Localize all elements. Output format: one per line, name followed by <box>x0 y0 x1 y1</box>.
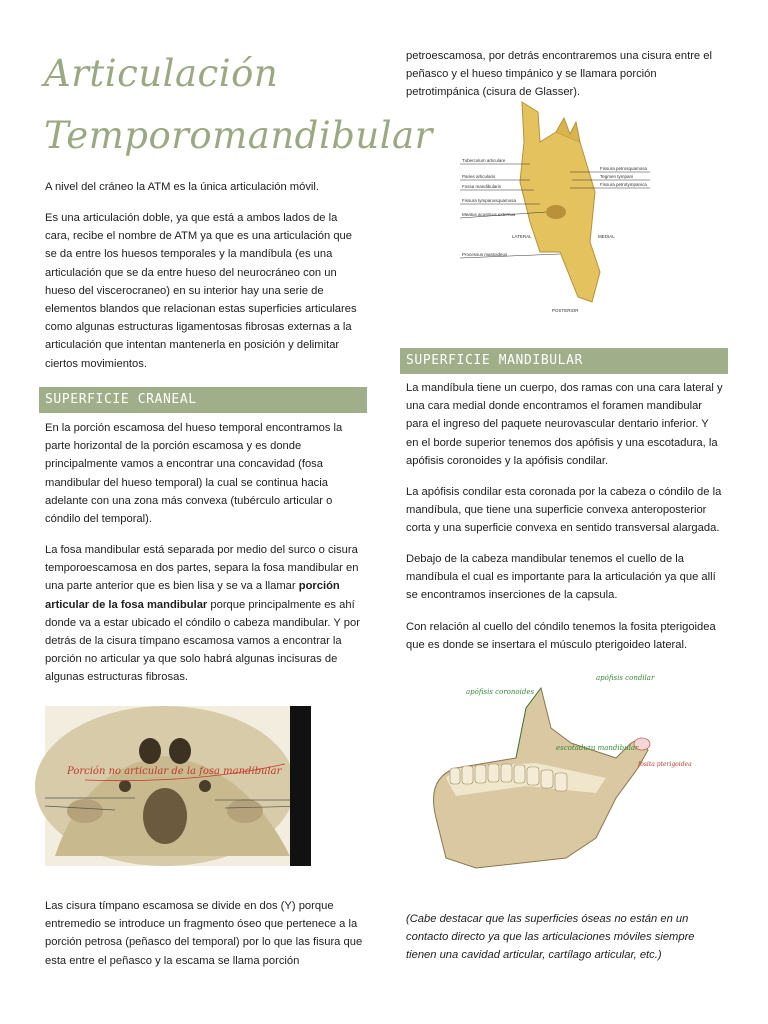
mandible-figure <box>416 668 692 878</box>
craneal-paragraph-2 <box>45 541 363 687</box>
craneal-paragraph-3: Las cisura tímpano escamosa se divide en dos (Y) porque entremedio se introduce un fragmento óseo que pertenece a la porción petrosa (peñasco del temporal) por lo que las fisura que esta entre el peñasco y la escama se llama porción <box>45 900 363 967</box>
superficie-mandibular-heading: SUPERFICIE MANDIBULAR <box>400 348 728 374</box>
mandible-handwritten-4: fosita pterigoidea <box>638 761 692 768</box>
skull-handwritten-label: Porción no articular de la fosa mandibular <box>67 766 282 777</box>
mandible-handwritten-2: apófisis condilar <box>596 674 655 682</box>
craneal-p2-text-b: porque principalmente es ahí donde va a estar ubicado el cóndilo o cabeza mandibular. Y por detrás de la cisura tímpano escamosa vamos a encontrar la porción no articular ya que solo habrá algunas incisuras de algunas estructuras fibrosas. <box>45 598 360 684</box>
label-tegmen: Tegmen tympani <box>600 174 634 179</box>
mandibular-paragraph-1: La mandíbula tiene un cuerpo, dos ramas con una cara lateral y una cara medial donde encontramos el foramen mandibular para el ingreso del paquete neurovascular dentario inferior. Y en el borde superior tenemos dos apófisis y una escotadura, la apófisis coronoides y la apófisis condilar. <box>406 382 723 467</box>
mandibular-paragraph-3: Debajo de la cabeza mandibular tenemos el cuello de la mandíbula el cual es importante para la articulación ya que allí se encontramos inserciones de la capsula. <box>406 553 716 602</box>
label-fossa: Fossa mandibularis <box>462 184 502 189</box>
skull-base-figure <box>45 706 311 866</box>
mandible-handwritten-1: apófisis coronoides <box>466 688 535 696</box>
mandible-handwritten-3: escotadura mandibular <box>556 744 639 752</box>
column-2-continuation: petroescamosa, por detrás encontraremos una cisura entre el peñasco y el hueso timpánico y se llamara porción petrotimpánica (cisura de Glasser). <box>406 50 712 99</box>
label-posterior: POSTERIOR <box>552 308 579 313</box>
label-fissura-petrosquamosa: Fissura petrosquamosa <box>600 166 648 171</box>
intro-paragraph-2: Es una articulación doble, ya que está a ambos lados de la cara, recibe el nombre de ATM ya que es una articulación que se da entre los huesos temporales y la mandíbula (es una articulación que se da entre hueso del neurocráneo con un hueso del viscerocraneo) en su interior hay una serie de elementos blandos que relacionan estas superficies articulares como algunas estructuras ligamentosas fibrosas externas a la articulación que intentan mantenerla en posición y delimitar ciertos movimientos. <box>45 212 357 370</box>
craneal-p2-text-a: La fosa mandibular está separada por medio del surco o cisura temporoescamosa en dos partes, separa la fosa mandibular en una parte anterior que es bien lisa y se va a llamar <box>45 544 359 593</box>
label-fissura-tympanosquamosa: Fissura tympanosquamosa <box>462 198 517 203</box>
label-medial: MEDIAL <box>598 234 615 239</box>
label-lateral: LATERAL <box>512 234 532 239</box>
mandibular-paragraph-2: La apófisis condilar esta coronada por la cabeza o cóndilo de la mandíbula, que tiene una superficie convexa anteroposterior corta y una superficie convexa en sentido transversal alargada. <box>406 486 722 535</box>
label-fissura-petrotympanica: Fissura petrotympanica <box>600 182 647 187</box>
label-processus: Processus mastoideus <box>462 252 508 257</box>
intro-paragraph-1: A nivel del cráneo la ATM es la única articulación móvil. <box>45 181 320 193</box>
mandibular-note: (Cabe destacar que las superficies óseas no están en un contacto directo ya que las articulaciones móviles siempre tienen una cavidad articular, cartílago articular, etc.) <box>406 913 695 962</box>
label-paries: Paries articularis <box>462 174 496 179</box>
title-line-1: Articulación <box>44 52 279 95</box>
title-line-2: Temporomandibular <box>44 114 433 157</box>
label-tuberculum: Tuberculum articulare <box>462 158 506 163</box>
craneal-paragraph-1: En la porción escamosa del hueso temporal encontramos la parte horizontal de la porción escamosa y es donde principalmente vamos a encontrar una concavidad (fosa mandibular del hueso temporal) la cual se continua hacia adelante con una zona más convexa (tubérculo articular o cóndilo del temporal). <box>45 422 343 526</box>
mandibular-paragraph-4: Con relación al cuello del cóndilo tenemos la fosita pterigoidea que es donde se insertara el músculo pterigoideo lateral. <box>406 621 716 652</box>
superficie-craneal-heading: SUPERFICIE CRANEAL <box>39 387 367 413</box>
craneal-p2-bold: porción articular de la fosa mandibular <box>45 580 340 611</box>
label-meatus: Meatus acusticus externus <box>462 212 516 217</box>
temporal-bone-figure <box>460 102 650 314</box>
